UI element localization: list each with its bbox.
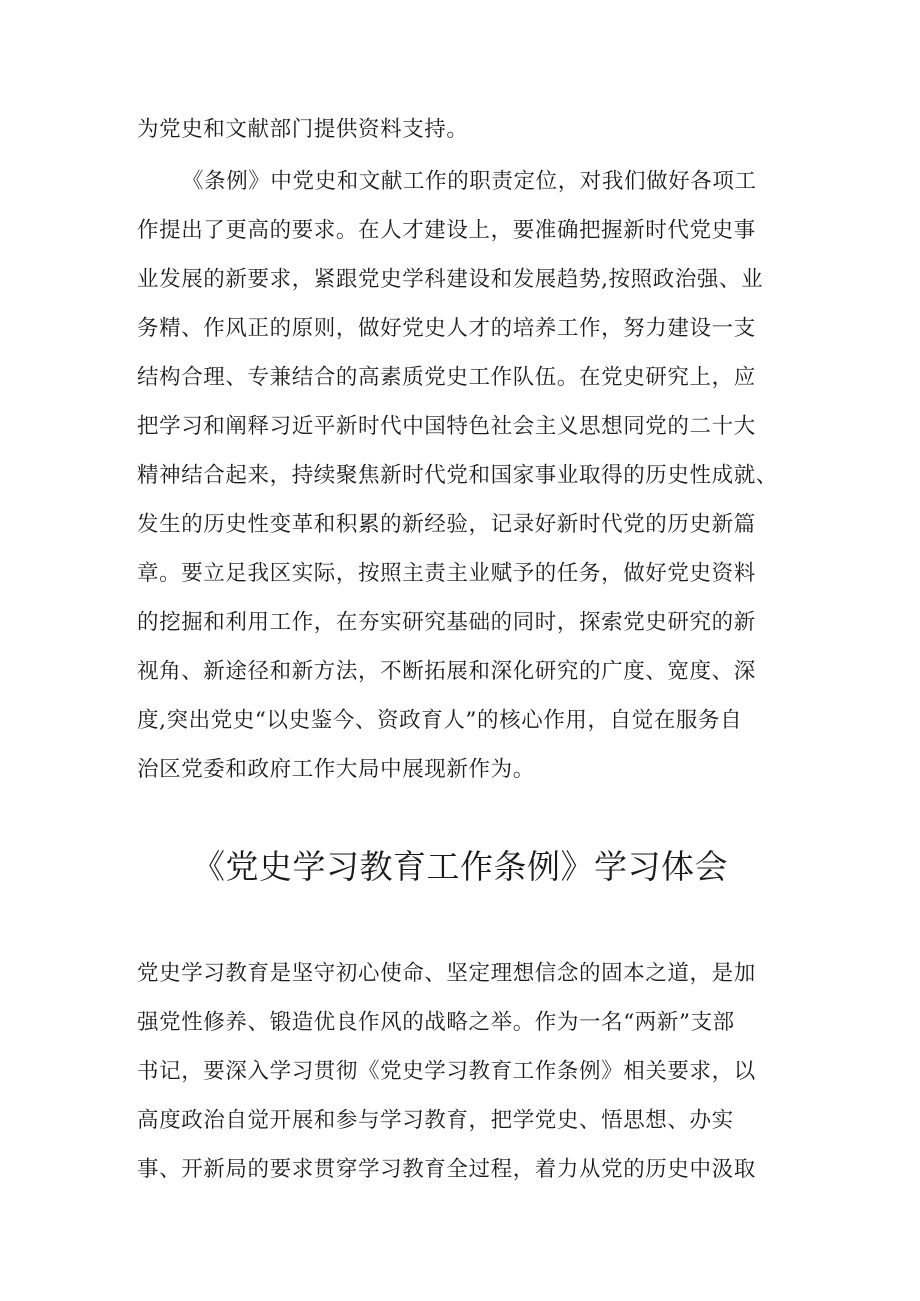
paragraph-line: 强党性修养、锻造优良作风的战略之举。作为一名“两新”支部 (137, 1010, 735, 1035)
article-title: 《党史学习教育工作条例》学习体会 (192, 847, 728, 886)
paragraph-line: 精神结合起来，持续聚焦新时代党和国家事业取得的历史性成就、 (137, 463, 778, 488)
paragraph-line: 视角、新途径和新方法，不断拓展和深化研究的广度、宽度、深 (137, 659, 756, 684)
paragraph-line: 章。要立足我区实际，按照主责主业赋予的任务，做好党史资料 (137, 561, 756, 586)
paragraph-line: 党史学习教育是坚守初心使命、坚定理想信念的固本之道，是加 (137, 961, 756, 986)
paragraph-line: 高度政治自觉开展和参与学习教育，把学党史、悟思想、办实 (137, 1108, 734, 1133)
paragraph-line: 结构合理、专兼结合的高素质党史工作队伍。在党史研究上，应 (137, 365, 756, 390)
paragraph-line: 的挖掘和利用工作，在夯实研究基础的同时，探索党史研究的新 (137, 610, 756, 635)
paragraph-line: 业发展的新要求，紧跟党史学科建设和发展趋势,按照政治强、业 (137, 267, 764, 292)
paragraph-line: 务精、作风正的原则，做好党史人才的培养工作，努力建设一支 (137, 316, 756, 341)
paragraph-line: 事、开新局的要求贯穿学习教育全过程，着力从党的历史中汲取 (137, 1157, 756, 1182)
paragraph-line: 发生的历史性变革和积累的新经验，记录好新时代党的历史新篇 (137, 512, 756, 537)
paragraph-line: 把学习和阐释习近平新时代中国特色社会主义思想同党的二十大 (137, 414, 756, 439)
paragraph-line: 书记，要深入学习贯彻《党史学习教育工作条例》相关要求，以 (137, 1059, 756, 1084)
paragraph-line: 作提出了更高的要求。在人才建设上，要准确把握新时代党史事 (137, 218, 756, 243)
paragraph-line: 治区党委和政府工作大局中展现新作为。 (137, 757, 535, 782)
paragraph-line: 《条例》中党史和文献工作的职责定位，对我们做好各项工 (182, 169, 757, 194)
paragraph-line: 度,突出党史“以史鉴今、资政育人”的核心作用，自觉在服务自 (137, 708, 743, 733)
paragraph-line: 为党史和文献部门提供资料支持。 (137, 117, 469, 142)
